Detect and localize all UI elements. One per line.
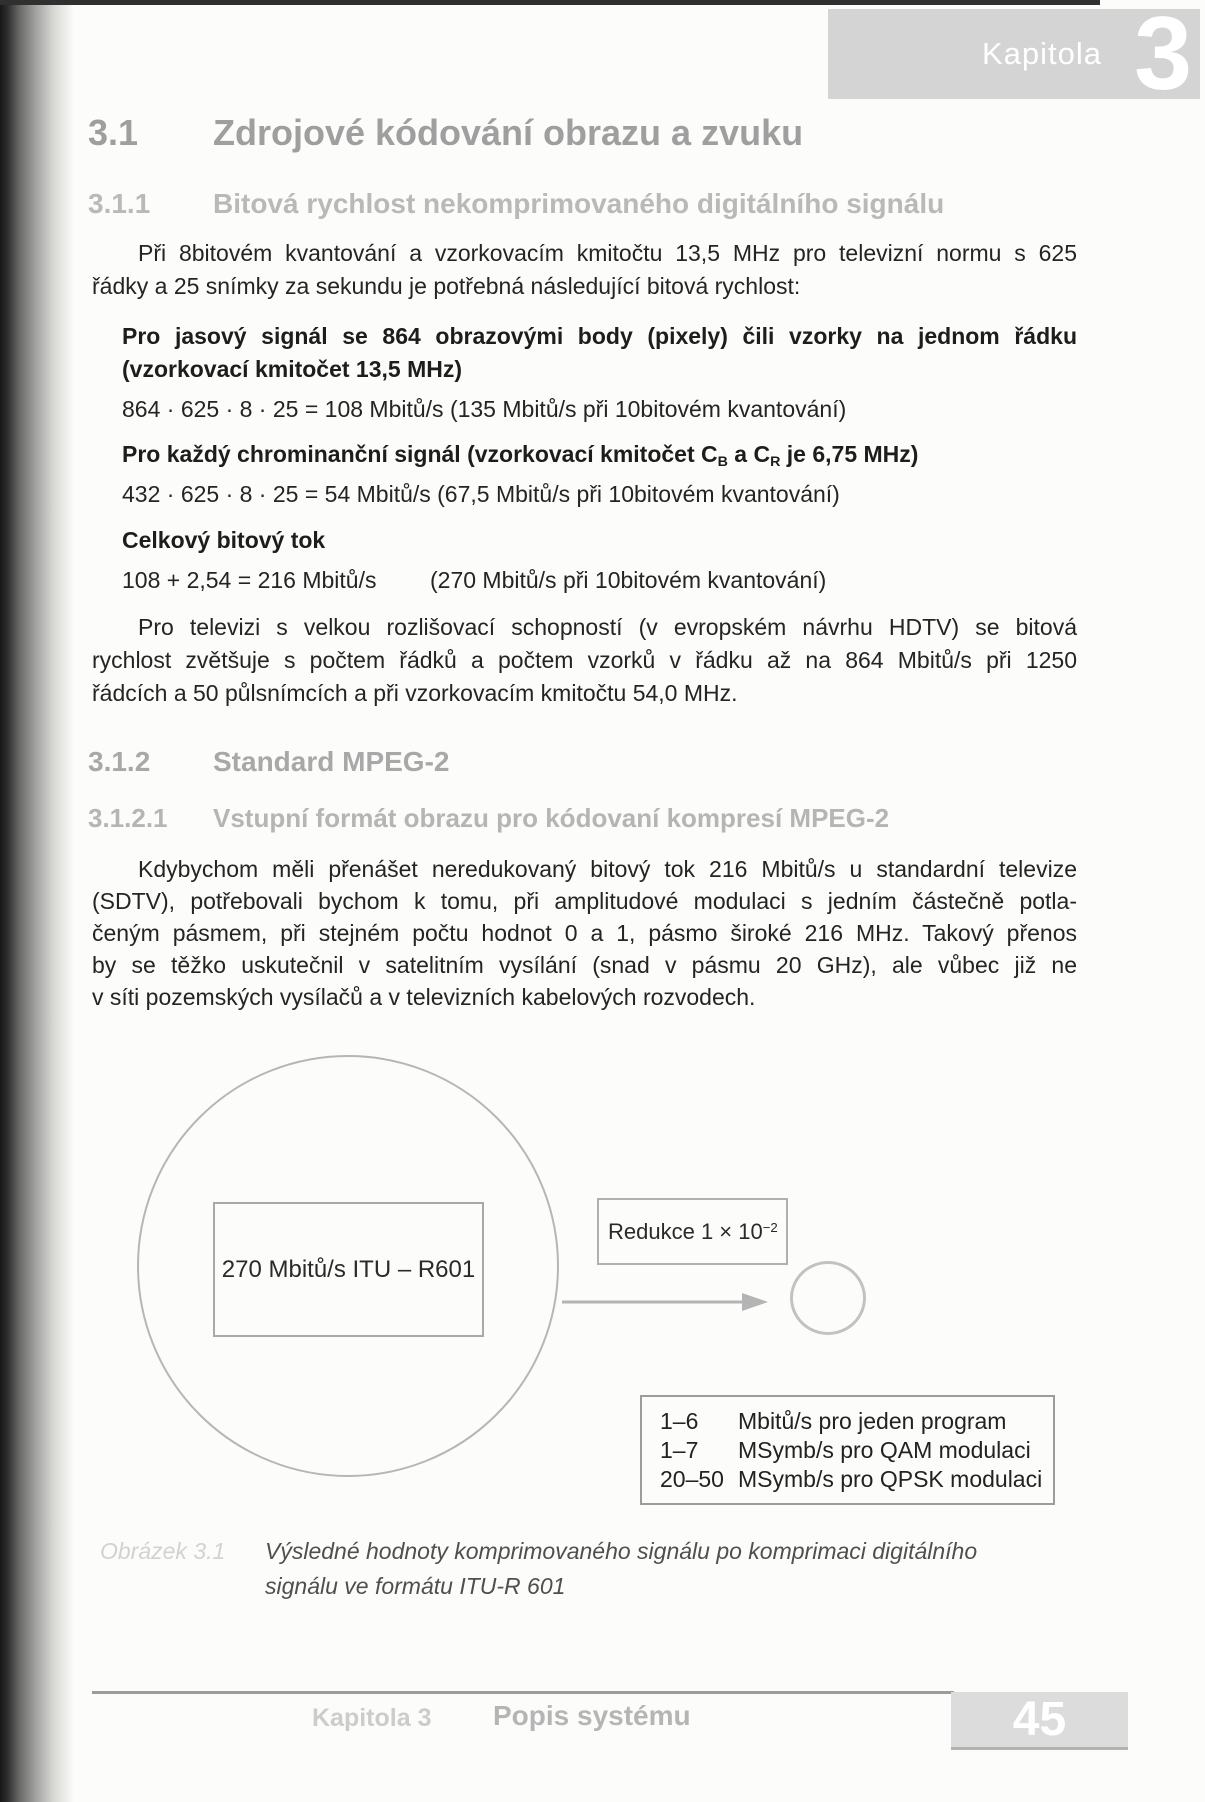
- chapter-banner: [828, 0, 1200, 112]
- diagram-results-box: [640, 1395, 1055, 1505]
- diagram-result-row: [660, 1436, 1053, 1465]
- result-desc: MSymb/s pro QPSK modulaci: [738, 1466, 1043, 1492]
- figure-caption-line: Výsledné hodnoty komprimovaného signálu po komprimaci digitálního: [265, 1538, 978, 1564]
- total-bitrate-heading: Celkový bitový tok: [122, 527, 326, 553]
- diagram-reduction-label: Redukce $1 \times 10^{-2}$: [608, 1218, 778, 1244]
- footer-rule: [92, 1691, 954, 1694]
- hdtv-paragraph-line: rychlost zvětšuje s počtem řádků a počtem vzorků v řádku až na 864 Mbitů/s při 1250: [92, 647, 1077, 673]
- chroma-heading-pre: Pro každý chrominanční signál (vzorkovací kmitočet C: [122, 441, 718, 467]
- intro-paragraph-line: Při 8bitovém kvantování a vzorkovacím kmitočtu 13,5 MHz pro televizní normu s 625: [138, 240, 1077, 266]
- section-3-1-number: 3.1: [88, 112, 139, 153]
- footer-chapter-label: Kapitola 3: [312, 1704, 432, 1732]
- page-number: 45: [1012, 1693, 1067, 1746]
- footer-section-title: Popis systému: [493, 1700, 691, 1731]
- scan-gutter-shadow: [0, 0, 74, 1802]
- chapter-banner-number: 3: [1134, 0, 1192, 112]
- mpeg-paragraph-line: Kdybychom měli přenášet neredukovaný bitový tok 216 Mbitů/s u standardní televize: [138, 856, 1077, 882]
- section-3-1-1-number: 3.1.1: [88, 188, 151, 219]
- result-desc: MSymb/s pro QAM modulaci: [738, 1437, 1031, 1463]
- diagram-reduction-exponent: −2: [762, 1219, 778, 1235]
- mpeg-paragraph-line: čeným pásmem, při stejném počtu hodnot 0 a 1, pásmo široké 216 MHz. Takový přenos: [92, 920, 1077, 946]
- diagram-source-box: [213, 1202, 484, 1337]
- section-3-1-2-title: Standard MPEG-2: [213, 746, 450, 777]
- chroma-subscript-b: B: [717, 453, 728, 470]
- mpeg-paragraph-line: v síti pozemských vysílačů a v televizních kabelových rozvodech.: [92, 984, 756, 1010]
- result-desc: Mbitů/s pro jeden program: [738, 1408, 1007, 1434]
- diagram-reduction-box: [597, 1198, 788, 1265]
- diagram-output-circle: [790, 1261, 866, 1335]
- chroma-heading-mid: a C: [727, 441, 771, 467]
- chroma-subscript-r: R: [770, 453, 781, 470]
- mpeg-paragraph-line: (SDTV), potřebovali bychom k tomu, při amplitudové modulaci s jedním částečně potla-: [92, 888, 1077, 914]
- intro-paragraph-line: řádky a 25 snímky za sekundu je potřebná následující bitová rychlost:: [92, 273, 801, 299]
- chroma-heading-line: [122, 441, 918, 470]
- figure-caption-label: Obrázek 3.1: [100, 1538, 226, 1564]
- section-3-1-2-number: 3.1.2: [88, 746, 151, 777]
- hdtv-paragraph-line: Pro televizi s velkou rozlišovací schopností (v evropském návrhu HDTV) se bitová: [138, 614, 1077, 640]
- result-range: 1–6: [660, 1408, 699, 1434]
- result-range: 1–7: [660, 1437, 699, 1463]
- luma-heading-line: (vzorkovací kmitočet 13,5 MHz): [122, 356, 463, 382]
- total-bitrate-formula: 108 + 2,54 = 216 Mbitů/s: [122, 567, 377, 593]
- luma-heading-line: Pro jasový signál se 864 obrazovými body (pixely) čili vzorky na jednom řádku: [122, 323, 1077, 349]
- section-3-1-1-title: Bitová rychlost nekomprimovaného digitálního signálu: [213, 188, 945, 219]
- chapter-banner-label: Kapitola: [981, 36, 1102, 71]
- result-range: 20–50: [660, 1466, 724, 1492]
- chroma-heading-post: je 6,75 MHz): [780, 441, 919, 467]
- section-3-1-2-1-title: Vstupní formát obrazu pro kódovaní kompresí MPEG-2: [213, 803, 890, 833]
- diagram-source-label: 270 Mbitů/s ITU – R601: [221, 1255, 476, 1283]
- mpeg-paragraph-line: by se těžko uskutečnil v satelitním vysílání (snad v pásmu 20 GHz), ale vůbec již ne: [92, 952, 1077, 978]
- page-number-box: [951, 1692, 1128, 1750]
- luma-bitrate-formula: 864 · 625 · 8 · 25 = 108 Mbitů/s (135 Mbitů/s při 10bitovém kvantování): [122, 396, 847, 422]
- section-3-1-title: Zdrojové kódování obrazu a zvuku: [213, 112, 804, 153]
- section-3-1-2-1-number: 3.1.2.1: [88, 803, 168, 833]
- diagram-result-row: [660, 1465, 1053, 1494]
- hdtv-paragraph-line: řádcích a 50 půlsnímcích a při vzorkovacím kmitočtu 54,0 MHz.: [92, 680, 738, 706]
- scan-top-edge: [0, 0, 1100, 5]
- total-bitrate-formula-note: (270 Mbitů/s při 10bitovém kvantování): [430, 567, 827, 593]
- diagram-arrow: [558, 1285, 773, 1319]
- figure-caption-line: signálu ve formátu ITU-R 601: [265, 1573, 566, 1599]
- chroma-bitrate-formula: 432 · 625 · 8 · 25 = 54 Mbitů/s (67,5 Mbitů/s při 10bitovém kvantování): [122, 481, 840, 507]
- diagram-result-row: [660, 1407, 1053, 1436]
